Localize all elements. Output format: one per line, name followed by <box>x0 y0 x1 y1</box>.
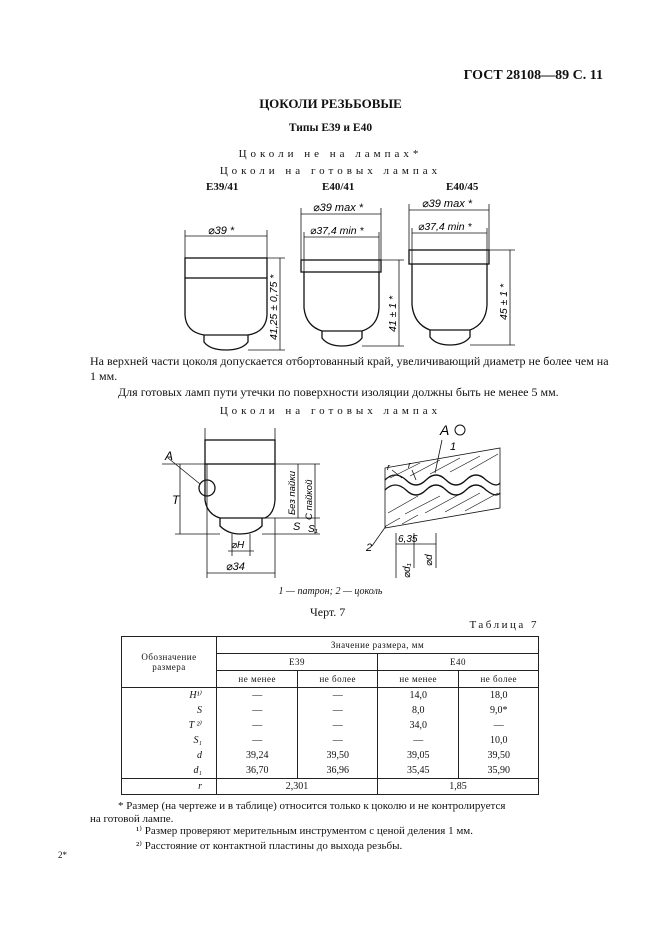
table-row <box>122 718 539 733</box>
table-title: Таблица 7 <box>469 619 539 631</box>
dim-e39-dia: ⌀39 * <box>208 225 235 237</box>
dim-h: ⌀H <box>231 540 245 551</box>
dim-d1: ⌀d₁ <box>402 563 413 578</box>
row-name: S₁ <box>122 733 217 748</box>
cell: 39,50 <box>298 748 378 763</box>
label-without-solder: Без пайки <box>287 471 298 515</box>
label-s: S <box>293 521 301 533</box>
page-title: ЦОКОЛИ РЕЗЬБОВЫЕ <box>259 96 402 111</box>
label-s1: S₁ <box>308 524 318 535</box>
cell: 1,85 <box>377 779 538 795</box>
col-e39-min: не менее <box>217 671 298 688</box>
cell: — <box>217 718 298 733</box>
cell: 10,0 <box>459 733 539 748</box>
col-e39-max: не более <box>298 671 378 688</box>
page-subtitle: Типы Е39 и Е40 <box>288 122 373 134</box>
cell: — <box>298 733 378 748</box>
table-row <box>122 748 539 763</box>
label-a: A <box>165 449 174 463</box>
detail-a-label: A <box>440 422 450 438</box>
label-e39-41: E39/41 <box>206 181 239 193</box>
row-name: d <box>122 748 217 763</box>
note-creepage: Для готовых ламп пути утечки по поверхности изоляции должны быть не менее 5 мм. <box>118 385 559 399</box>
callout-2: 2 <box>366 542 373 554</box>
col-e40-min: не менее <box>377 671 458 688</box>
dim-e40-41-dmin: ⌀37,4 min * <box>310 225 364 237</box>
row-name: S <box>122 703 217 718</box>
section-heading-on-lamps-2: Цоколи на готовых лампах <box>219 405 442 417</box>
row-name: T ²⁾ <box>122 718 217 733</box>
table-body <box>122 688 539 795</box>
figure-base-profiles <box>170 190 530 360</box>
cell: 39,50 <box>459 748 539 763</box>
cell: 39,24 <box>217 748 298 763</box>
figure-base-on-lamp <box>150 418 530 586</box>
section-heading-on-lamps: Цоколи на готовых лампах <box>219 165 442 177</box>
dim-d: ⌀d <box>424 554 435 566</box>
section-heading-not-on-lamps: Цоколи не на лампах* <box>238 148 423 160</box>
label-e40-45: E40/45 <box>446 181 479 193</box>
cell: 34,0 <box>377 718 458 733</box>
footnote-star: * Размер (на чертеже и в таблице) относится только к цоколю и не контролируется на готовой лампе. <box>90 800 506 825</box>
cell: 36,96 <box>298 763 378 779</box>
cell: — <box>298 703 378 718</box>
dim-pitch: 6,35 <box>398 534 418 545</box>
cell: 36,70 <box>217 763 298 779</box>
col-e40: Е40 <box>377 654 538 671</box>
dimensions-table <box>121 636 539 795</box>
cell: 35,45 <box>377 763 458 779</box>
note-flanged-edge: На верхней части цоколя допускается отбортованный край, увеличивающий диаметр не более чем на 1 мм. <box>90 354 609 383</box>
table-row-r <box>122 779 539 795</box>
col-value: Значение размера, мм <box>217 637 539 654</box>
callout-1: 1 <box>450 441 457 453</box>
cell: — <box>298 718 378 733</box>
col-e40-max: не более <box>459 671 539 688</box>
page-header: ГОСТ 28108—89 С. 11 <box>463 68 603 83</box>
dim-e40-45-dmin: ⌀37,4 min * <box>418 221 472 233</box>
col-designation: Обозначение размера <box>122 637 217 688</box>
table-row <box>122 763 539 779</box>
dim-e40-45-dmax: ⌀39 max * <box>422 198 473 210</box>
dim-e40-41-dmax: ⌀39 max * <box>313 202 364 214</box>
cell: 2,301 <box>217 779 378 795</box>
cell: — <box>217 703 298 718</box>
cell: — <box>377 733 458 748</box>
cell: — <box>298 688 378 704</box>
cell: — <box>217 688 298 704</box>
table-row <box>122 733 539 748</box>
label-with-solder: С пайкой <box>304 479 315 520</box>
dim-e40-41-height: 41 ± 1 * <box>387 295 399 332</box>
table-row <box>122 688 539 704</box>
cell: 8,0 <box>377 703 458 718</box>
cell: 14,0 <box>377 688 458 704</box>
cell: 35,90 <box>459 763 539 779</box>
cell: 9,0* <box>459 703 539 718</box>
row-name: r <box>122 779 217 795</box>
row-name: H¹⁾ <box>122 688 217 704</box>
label-r-right: r <box>408 460 411 470</box>
figure-caption: Черт. 7 <box>310 605 346 619</box>
dim-e40-45-height: 45 ± 1 * <box>498 283 510 320</box>
footnote-1: ¹⁾ Размер проверяют мерительным инструментом с ценой деления 1 мм. <box>136 825 474 837</box>
page-mark: 2* <box>58 850 67 860</box>
row-name: d₁ <box>122 763 217 779</box>
cell: — <box>459 718 539 733</box>
footnote-2: ²⁾ Расстояние от контактной пластины до выхода резьбы. <box>136 840 403 852</box>
label-e40-41: E40/41 <box>322 181 355 193</box>
col-e39: Е39 <box>217 654 378 671</box>
dim-34: ⌀34 <box>226 561 245 573</box>
cell: 39,05 <box>377 748 458 763</box>
cell: — <box>217 733 298 748</box>
label-r-left: r <box>387 462 390 472</box>
label-t: T <box>172 493 180 507</box>
dim-e39-height: 41,25 ± 0,75 * <box>268 274 280 340</box>
figure-legend: 1 — патрон; 2 — цоколь <box>278 586 383 597</box>
table-row <box>122 703 539 718</box>
cell: 18,0 <box>459 688 539 704</box>
